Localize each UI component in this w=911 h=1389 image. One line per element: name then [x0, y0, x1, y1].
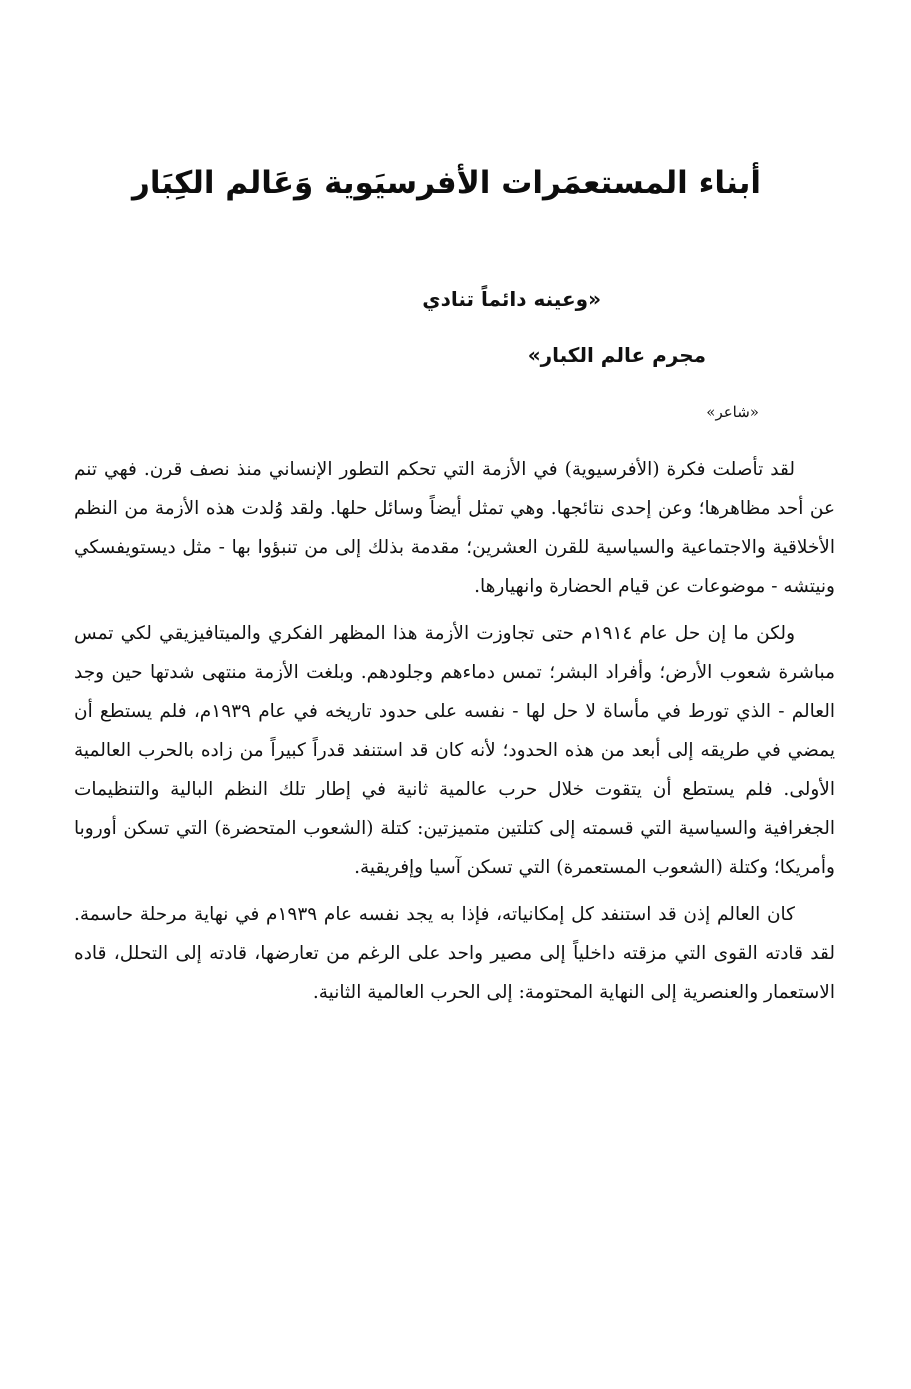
paragraph-1: لقد تأصلت فكرة (الأفرسيوية) في الأزمة التي تحكم التطور الإنساني منذ نصف قرن. فهي تنم عن أحد مظاهرها؛ وعن إحدى نتائجها. وهي تمثل أيضاً وسائل حلها. ولقد وُلدت هذه الأزمة من النظم الأخلاقية والاجتماعية والسياسية للقرن العشرين؛ مقدمة بذلك إلى من تنبؤوا بها - مثل ديستويفسكي ونيتشه - موضوعات عن قيام الحضارة وانهيارها.	[74, 459, 835, 597]
epigraph-attribution: «شاعر»	[706, 403, 759, 421]
epigraph-line-2: مجرم عالم الكبار»	[527, 343, 706, 367]
epigraph-line-1: «وعينه دائماً تنادي	[422, 287, 601, 311]
paragraph-2: ولكن ما إن حل عام ١٩١٤م حتى تجاوزت الأزمة هذا المظهر الفكري والميتافيزيقي لكي تمس مباشرة شعوب الأرض؛ وأفراد البشر؛ تمس دماءهم وجلودهم. وبلغت الأزمة منتهى شدتها حين وجد العالم - الذي تورط في مأساة لا حل لها - نفسه على حدود تاريخه في عام ١٩٣٩م، فلم يستطع أن يمضي في طريقه إلى أبعد من هذه الحدود؛ لأنه كان قد استنفد قدراً كبيراً من زاده بالحرب العالمية الأولى. فلم يستطع أن يتقوت خلال حرب عالمية ثانية في إطار تلك النظم البالية والتنظيمات الجغرافية والسياسية التي قسمته إلى كتلتين متميزتين: كتلة (الشعوب المتحضرة) التي تسكن أوروبا وأمريكا؛ وكتلة (الشعوب المستعمرة) التي تسكن آسيا وإفريقية.	[74, 623, 835, 878]
paragraph-3: كان العالم إذن قد استنفد كل إمكانياته، فإذا به يجد نفسه عام ١٩٣٩م في نهاية مرحلة حاسمة. لقد قادته القوى التي مزقته داخلياً إلى مصير واحد على الرغم من تعارضها، قادته إلى التحلل، قاده الاستعمار والعنصرية إلى النهاية المحتومة: إلى الحرب العالمية الثانية.	[74, 904, 835, 1003]
chapter-title: أبناء المستعمَرات الأفرسيَوية وَعَالم الكِبَار	[132, 165, 761, 201]
body-text	[74, 450, 835, 1020]
